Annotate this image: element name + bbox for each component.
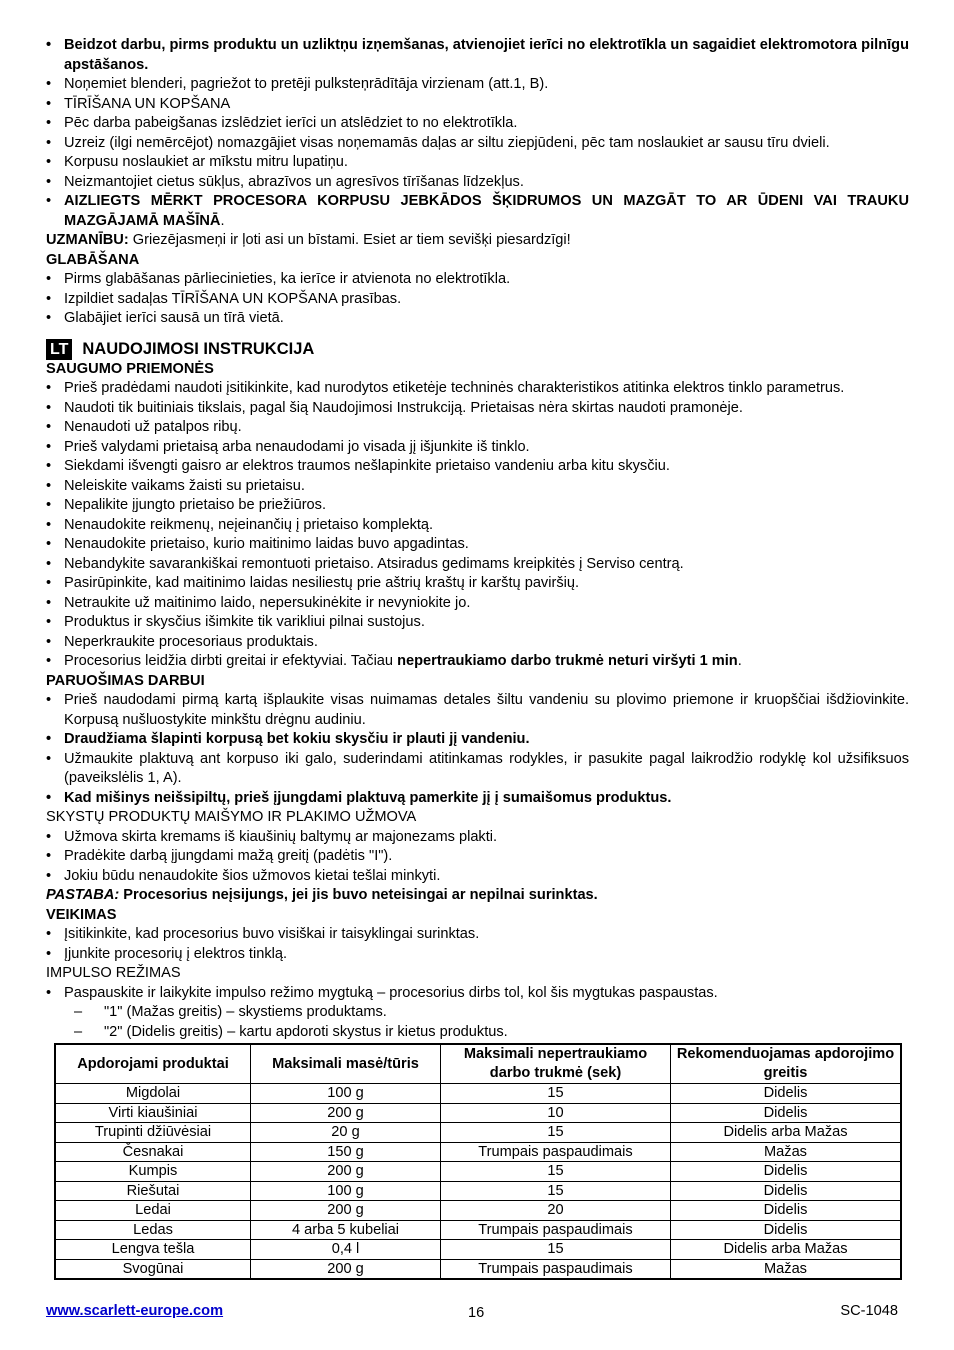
table-header-row	[55, 1044, 901, 1084]
safety-heading: SAUGUMO PRIEMONĖS	[46, 360, 214, 377]
safety-item: • Prieš valydami prietaisą arba nenaudodami jo visada jį išjunkite iš tinklo.	[46, 438, 909, 458]
preparation-item: • Kad mišinys neišsipiltų, prieš įjungdami plaktuvą pamerkite jį į sumaišomus produktus.	[46, 789, 909, 809]
table-cell: 20 g	[251, 1123, 441, 1143]
table-cell: 15	[441, 1181, 671, 1201]
table-row	[55, 1142, 901, 1162]
preparation-heading: PARUOŠIMAS DARBUI	[46, 672, 205, 689]
table-cell: 15	[441, 1123, 671, 1143]
table-cell: Ledas	[55, 1220, 251, 1240]
model-number: SC-1048	[840, 1303, 898, 1319]
operation-item: • Įjunkite procesorių į elektros tinklą.	[46, 945, 909, 965]
duration-period: .	[737, 653, 742, 669]
caution-text: Griezējasmeņi ir ļoti asi un bīstami. Esiet ar tiem sevišķi piesardzīgi!	[128, 232, 571, 248]
whisk-heading: SKYSTŲ PRODUKTŲ MAIŠYMO IR PLAKIMO UŽMOVA	[46, 809, 417, 825]
safety-item: • Produktus ir skysčius išimkite tik varikliui pilnai sustojus.	[46, 613, 909, 633]
whisk-item: • Jokiu būdu nenaudokite šios užmovos kietai tešlai minkyti.	[46, 867, 909, 887]
table-cell: Mažas	[671, 1142, 902, 1162]
table-cell: 0,4 l	[251, 1240, 441, 1260]
pulse-speed-item: – "2" (Didelis greitis) – kartu apdoroti skystus ir kietus produktus.	[46, 1023, 909, 1043]
table-cell: 200 g	[251, 1201, 441, 1221]
table-cell: 4 arba 5 kubeliai	[251, 1220, 441, 1240]
lv-warning-bold: AIZLIEGTS MĒRKT PROCESORA KORPUSU JEBKĀDOS ŠĶIDRUMOS UN MAZGĀT TO AR ŪDENI VAI TRAUKU MAZGĀJAMĀ MAŠĪNĀ	[64, 193, 909, 229]
table-cell: Trumpais paspaudimais	[441, 1142, 671, 1162]
table-cell: Didelis	[671, 1103, 902, 1123]
lv-caution	[46, 231, 909, 251]
lv-storage-heading: GLABĀŠANA	[46, 251, 140, 268]
table-cell: 200 g	[251, 1259, 441, 1279]
safety-item: • Nepalikite įjungto prietaiso be priežiūros.	[46, 496, 909, 516]
safety-item: • Pasirūpinkite, kad maitinimo laidas nesiliestų prie aštrių kraštų ir karštų paviršių.	[46, 574, 909, 594]
table-cell: Mažas	[671, 1259, 902, 1279]
safety-item: • Prieš pradėdami naudoti įsitikinkite, kad nurodytos etiketėje techninės charakteristikos atitinka elektros tinklo parametrus.	[46, 379, 909, 399]
pulse-speed-item: – "1" (Mažas greitis) – skystiems produktams.	[46, 1003, 909, 1023]
safety-item: • Nebandykite savarankiškai remontuoti prietaiso. Atsiradus gedimams kreipkitės į Serviso centrą.	[46, 555, 909, 575]
table-cell: Česnakai	[55, 1142, 251, 1162]
table-header: Rekomenduojamas apdorojimo greitis	[671, 1044, 902, 1084]
table-cell: Didelis arba Mažas	[671, 1123, 902, 1143]
table-cell: Didelis	[671, 1181, 902, 1201]
table-cell: 100 g	[251, 1181, 441, 1201]
note	[46, 886, 909, 906]
pulse-heading: IMPULSO REŽIMAS	[46, 965, 181, 981]
page-number: 16	[468, 1305, 485, 1321]
lv-storage-item: • Izpildiet sadaļas TĪRĪŠANA UN KOPŠANA prasības.	[46, 290, 909, 310]
table-cell: 10	[441, 1103, 671, 1123]
lv-bullet: • Pēc darba pabeigšanas izslēdziet ierīci un atslēdziet to no elektrotīkla.	[46, 114, 909, 134]
lv-bullet: • Noņemiet blenderi, pagriežot to pretēji pulksteņrādītāja virzienam (att.1, B).	[46, 75, 909, 95]
table-cell: Riešutai	[55, 1181, 251, 1201]
table-cell: Didelis	[671, 1084, 902, 1104]
operation-item: • Įsitikinkite, kad procesorius buvo visiškai ir taisyklingai surinktas.	[46, 925, 909, 945]
table-cell: Didelis	[671, 1201, 902, 1221]
table-cell: 15	[441, 1162, 671, 1182]
safety-item: • Nenaudokite reikmenų, neįeinančių į prietaiso komplektą.	[46, 516, 909, 536]
table-cell: Didelis	[671, 1220, 902, 1240]
table-cell: Virti kiaušiniai	[55, 1103, 251, 1123]
lv-bullet: • Neizmantojiet cietus sūkļus, abrazīvos un agresīvos tīrīšanas līdzekļus.	[46, 173, 909, 193]
caution-label: UZMANĪBU:	[46, 232, 129, 248]
table-cell: Trumpais paspaudimais	[441, 1259, 671, 1279]
language-badge-lt: LT	[46, 339, 72, 360]
lv-storage-item: • Pirms glabāšanas pārliecinieties, ka ierīce ir atvienota no elektrotīkla.	[46, 270, 909, 290]
table-cell: 15	[441, 1084, 671, 1104]
table-row	[55, 1103, 901, 1123]
preparation-item: • Draudžiama šlapinti korpusą bet kokiu skysčiu ir plauti jį vandeniu.	[46, 730, 909, 750]
lv-bullet: • Korpusu noslaukiet ar mīkstu mitru lupatiņu.	[46, 153, 909, 173]
note-text: Procesorius neįsijungs, jei jis buvo neteisingai ar nepilnai surinktas.	[119, 887, 598, 903]
table-cell: 150 g	[251, 1142, 441, 1162]
table-cell: 100 g	[251, 1084, 441, 1104]
table-cell: 200 g	[251, 1103, 441, 1123]
table-cell: Trupinti džiūvėsiai	[55, 1123, 251, 1143]
operation-heading: VEIKIMAS	[46, 906, 117, 923]
pulse-item: • Paspauskite ir laikykite impulso režimo mygtuką – procesorius dirbs tol, kol šis mygtukas paspaustas.	[46, 984, 909, 1004]
safety-item: • Naudoti tik buitiniais tikslais, pagal šią Naudojimosi Instrukciją. Prietaisas nėra skirtas naudoti pramonėje.	[46, 399, 909, 419]
lv-warning-period: .	[220, 212, 225, 229]
note-label: PASTABA:	[46, 887, 120, 903]
lv-storage-item: • Glabājiet ierīci sausā un tīrā vietā.	[46, 309, 909, 329]
safety-item-duration	[46, 652, 909, 672]
table-header: Apdorojami produktai	[55, 1044, 251, 1084]
table-cell: Migdolai	[55, 1084, 251, 1104]
page-content	[46, 36, 909, 1280]
lv-bullet: • TĪRĪŠANA UN KOPŠANA	[46, 95, 909, 115]
lv-bullet: • Beidzot darbu, pirms produktu un uzliktņu izņemšanas, atvienojiet ierīci no elektrotīkla un sagaidiet elektromotora pilnīgu apstāšanos.	[46, 36, 909, 75]
table-cell: 200 g	[251, 1162, 441, 1182]
table-row	[55, 1181, 901, 1201]
table-cell: Lengva tešla	[55, 1240, 251, 1260]
whisk-item: • Pradėkite darbą įjungdami mažą greitį (padėtis "I").	[46, 847, 909, 867]
table-cell: Didelis	[671, 1162, 902, 1182]
website-link[interactable]: www.scarlett-europe.com	[46, 1303, 224, 1319]
table-row	[55, 1201, 901, 1221]
table-header: Maksimali nepertraukiamo darbo trukmė (sek)	[441, 1044, 671, 1084]
table-cell: Ledai	[55, 1201, 251, 1221]
lt-section-title: NAUDOJIMOSI INSTRUKCIJA	[82, 340, 315, 358]
table-cell: Kumpis	[55, 1162, 251, 1182]
lv-bullet-warning	[46, 192, 909, 231]
safety-item: • Netraukite už maitinimo laido, nepersukinėkite ir nevyniokite jo.	[46, 594, 909, 614]
lt-section-heading	[46, 339, 909, 360]
preparation-item: • Prieš naudodami pirmą kartą išplaukite visas nuimamas detales šiltu vandeniu su plovimo priemone ir kruopščiai išdžiovinkite. Korpusą nušluostykite minkštu drėgnu audiniu.	[46, 691, 909, 730]
duration-bold: nepertraukiamo darbo trukmė neturi viršyti 1 min	[397, 653, 738, 669]
table-row	[55, 1220, 901, 1240]
lv-bullet: • Uzreiz (ilgi nemērcējot) nomazgājiet visas noņemamās daļas ar siltu ziepjūdeni, pēc tam noslaukiet ar sausu tīru dvieli.	[46, 134, 909, 154]
table-row	[55, 1162, 901, 1182]
table-cell: 15	[441, 1240, 671, 1260]
table-cell: 20	[441, 1201, 671, 1221]
whisk-item: • Užmova skirta kremams iš kiaušinių baltymų ar majonezams plakti.	[46, 828, 909, 848]
duration-text: Procesorius leidžia dirbti greitai ir efektyviai. Tačiau	[64, 653, 398, 669]
safety-item: • Neperkraukite procesoriaus produktais.	[46, 633, 909, 653]
table-row	[55, 1084, 901, 1104]
table-cell: Svogūnai	[55, 1259, 251, 1279]
table-cell: Trumpais paspaudimais	[441, 1220, 671, 1240]
safety-item: • Siekdami išvengti gaisro ar elektros traumos nešlapinkite prietaiso vandeniu arba kitu skysčiu.	[46, 457, 909, 477]
page-footer	[46, 1303, 898, 1323]
safety-item: • Nenaudoti už patalpos ribų.	[46, 418, 909, 438]
table-header: Maksimali masė/tūris	[251, 1044, 441, 1084]
table-row	[55, 1259, 901, 1279]
preparation-item: • Užmaukite plaktuvą ant korpuso iki galo, suderindami atitinkamas rodykles, ir pasukite pagal laikrodžio rodyklę kol užsifiksuos (paveikslėlis 1, A).	[46, 750, 909, 789]
table-row	[55, 1123, 901, 1143]
safety-item: • Nenaudokite prietaiso, kurio maitinimo laidas buvo apgadintas.	[46, 535, 909, 555]
safety-item: • Neleiskite vaikams žaisti su prietaisu.	[46, 477, 909, 497]
table-cell: Didelis arba Mažas	[671, 1240, 902, 1260]
processing-table	[54, 1043, 902, 1280]
table-row	[55, 1240, 901, 1260]
